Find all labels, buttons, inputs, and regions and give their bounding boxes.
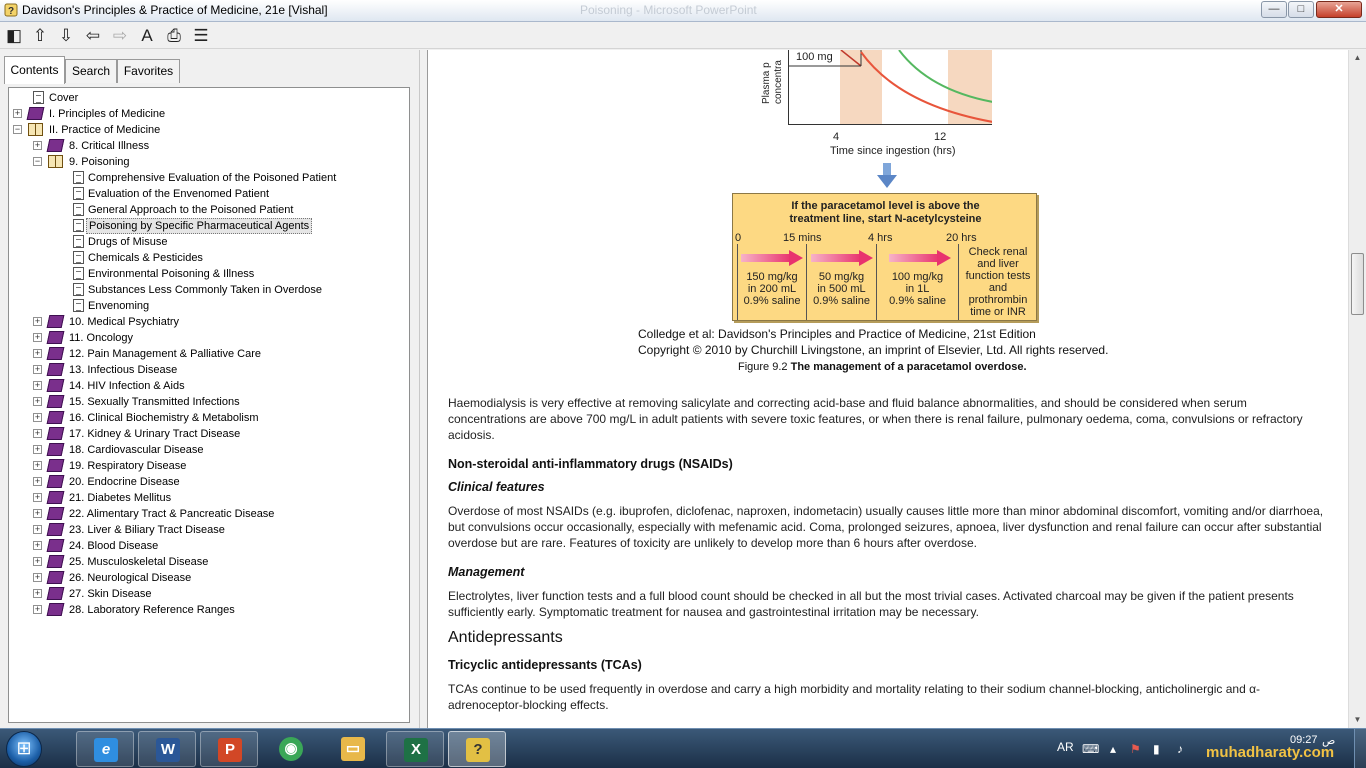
- tree-item[interactable]: [9, 106, 409, 122]
- tree-item-label: Poisoning by Specific Pharmaceutical Agents: [86, 218, 312, 234]
- tab-contents[interactable]: Contents: [4, 56, 65, 84]
- taskbar-app-explorer[interactable]: [324, 731, 382, 767]
- tree-item[interactable]: [9, 394, 409, 410]
- treatment-title-line2: treatment line, start N-acetylcysteine: [789, 213, 982, 225]
- figure-number: Figure 9.2: [738, 361, 788, 373]
- folder-icon: ▭: [341, 737, 365, 761]
- tree-item-label: 13. Infectious Disease: [69, 364, 178, 376]
- collapse-icon[interactable]: −: [14, 124, 21, 134]
- up-icon[interactable]: ⇧: [32, 26, 48, 45]
- tree-item-label: 15. Sexually Transmitted Infections: [69, 396, 240, 408]
- book-icon: [47, 459, 65, 472]
- page-icon: [73, 283, 84, 296]
- background-window-title: Poisoning - Microsoft PowerPoint: [580, 3, 757, 17]
- clock-ampm: ص: [1322, 735, 1336, 747]
- heading-management: Management: [448, 565, 525, 579]
- tree-item-label: 28. Laboratory Reference Ranges: [69, 604, 235, 616]
- windows-logo-icon: ⊞: [16, 738, 32, 758]
- document-view: [428, 50, 1348, 728]
- dose-step-1-line3: 0.9% saline: [743, 295, 801, 307]
- tree-item[interactable]: [9, 474, 409, 490]
- tree-item[interactable]: [9, 538, 409, 554]
- page-icon: [73, 187, 84, 200]
- tree-item-label: Substances Less Commonly Taken in Overdose: [88, 284, 322, 296]
- book-icon: [47, 523, 65, 536]
- tree-item[interactable]: [9, 170, 409, 186]
- down-arrow-icon: [877, 163, 897, 189]
- tree-item[interactable]: [9, 186, 409, 202]
- plot-ylabel-line1: Plasma p: [761, 62, 772, 104]
- time-20-hrs: 20 hrs: [946, 232, 977, 244]
- tree-item-label: 22. Alimentary Tract & Pancreatic Disease: [69, 508, 275, 520]
- heading-nsaids: Non-steroidal anti-inflammatory drugs (NSAIDs): [448, 457, 733, 471]
- tree-item-label: 27. Skin Disease: [69, 588, 152, 600]
- tree-item[interactable]: [9, 570, 409, 586]
- treatment-title: [733, 200, 1038, 226]
- expand-icon[interactable]: +: [34, 540, 41, 550]
- page-icon: [73, 235, 84, 248]
- infusion-arrow-icon: [889, 250, 951, 266]
- tab-favorites[interactable]: Favorites: [117, 59, 180, 83]
- book-icon: [27, 107, 45, 120]
- word-icon: W: [156, 738, 180, 762]
- show-desktop-button[interactable]: [1354, 729, 1366, 768]
- expand-icon[interactable]: +: [34, 316, 41, 326]
- dose-step-2-line1: 50 mg/kg: [818, 271, 865, 283]
- expand-icon[interactable]: +: [34, 460, 41, 470]
- book-icon: [47, 395, 65, 408]
- treatment-box: [732, 193, 1037, 321]
- powerpoint-icon: P: [218, 738, 242, 762]
- book-icon: [47, 315, 65, 328]
- tree-item-label: 11. Oncology: [69, 332, 134, 344]
- final-check-step: [959, 246, 1037, 318]
- taskbar-app-excel[interactable]: [386, 731, 444, 767]
- figure-title: The management of a paracetamol overdose.: [790, 361, 1027, 373]
- expand-icon[interactable]: +: [34, 572, 41, 582]
- expand-icon[interactable]: +: [34, 604, 41, 614]
- time-4-hrs: 4 hrs: [868, 232, 893, 244]
- page-icon: [73, 299, 84, 312]
- final-check-line3: function tests: [965, 270, 1031, 282]
- book-icon: [47, 507, 65, 520]
- tree-item[interactable]: [9, 122, 409, 138]
- tree-item[interactable]: [9, 378, 409, 394]
- dose-step-2-line2: in 500 mL: [817, 283, 866, 295]
- plot-xlabel: Time since ingestion (hrs): [830, 145, 956, 157]
- tree-item[interactable]: [9, 426, 409, 442]
- clock-time[interactable]: 09:27: [1290, 734, 1318, 746]
- tree-item[interactable]: [9, 586, 409, 602]
- dose-step-1-line1: 150 mg/kg: [746, 271, 798, 283]
- heading-antidepressants: Antidepressants: [448, 629, 563, 646]
- tree-item-label: 20. Endocrine Disease: [69, 476, 180, 488]
- tree-item[interactable]: [9, 314, 409, 330]
- tree-item-label: 21. Diabetes Mellitus: [69, 492, 172, 504]
- book-icon: [47, 363, 65, 376]
- tree-item-label: 12. Pain Management & Palliative Care: [69, 348, 261, 360]
- x-tick-4: 4: [833, 131, 840, 143]
- volume-icon[interactable]: ♪: [1177, 742, 1183, 756]
- infusion-arrow-icon: [811, 250, 873, 266]
- tree-item[interactable]: [9, 202, 409, 218]
- tree-item-label: 18. Cardiovascular Disease: [69, 444, 204, 456]
- heading-clinical-features: Clinical features: [448, 480, 545, 494]
- power-icon[interactable]: ▮: [1153, 742, 1160, 756]
- tree-item[interactable]: [9, 282, 409, 298]
- expand-icon[interactable]: +: [34, 556, 41, 566]
- expand-icon[interactable]: +: [34, 588, 41, 598]
- dose-step-3-line2: in 1L: [905, 283, 930, 295]
- tab-search[interactable]: Search: [65, 59, 117, 83]
- dose-step-2: [808, 271, 875, 307]
- book-icon: [47, 587, 65, 600]
- expand-icon[interactable]: +: [34, 508, 41, 518]
- tree-item[interactable]: [9, 490, 409, 506]
- expand-icon[interactable]: +: [34, 412, 41, 422]
- toolbar: [0, 22, 1366, 49]
- chrome-icon: ◉: [279, 737, 303, 761]
- timeline-divider: [737, 244, 738, 320]
- tree-item-label: 26. Neurological Disease: [69, 572, 192, 584]
- figure-credit-line2: Copyright © 2010 by Churchill Livingstone, an imprint of Elsevier, Ltd. All rights reserved.: [638, 343, 1109, 357]
- taskbar-app-powerpoint[interactable]: [200, 731, 258, 767]
- start-button[interactable]: [6, 731, 42, 767]
- tree-item[interactable]: [9, 266, 409, 282]
- tree-item[interactable]: [9, 330, 409, 346]
- tree-item[interactable]: [9, 458, 409, 474]
- tree-item[interactable]: [9, 138, 409, 154]
- taskbar-app-ie[interactable]: [76, 731, 134, 767]
- tree-item-label: 14. HIV Infection & Aids: [69, 380, 185, 392]
- paragraph-tcas: TCAs continue to be used frequently in overdose and carry a high morbidity and mortality relating to their sodium channel-blocking, anticholinergic and α-adrenoceptor-blocking effects.: [448, 682, 1261, 712]
- tree-item-label: 24. Blood Disease: [69, 540, 159, 552]
- tree-item-label: 17. Kidney & Urinary Tract Disease: [69, 428, 241, 440]
- down-icon[interactable]: ⇩: [58, 26, 74, 45]
- expand-icon[interactable]: +: [34, 428, 41, 438]
- time-0: 0: [735, 232, 742, 244]
- tree-item[interactable]: [9, 90, 409, 106]
- help-icon: ?: [466, 738, 490, 762]
- paragraph-management: Electrolytes, liver function tests and a full blood count should be checked in all but the most trivial cases. Activated charcoal may be given if the patient presents sufficiently early. Symptomatic treatment for nausea and gastrointestinal irritation may be necessary.: [448, 589, 1294, 619]
- action-center-icon[interactable]: ⚑: [1130, 742, 1141, 756]
- tree-item-label: 25. Musculoskeletal Disease: [69, 556, 209, 568]
- tree-item-label: 19. Respiratory Disease: [69, 460, 187, 472]
- book-icon: [47, 139, 65, 152]
- content-pane: [427, 50, 1366, 728]
- expand-icon[interactable]: +: [34, 476, 41, 486]
- infusion-arrow-icon: [741, 250, 803, 266]
- book-icon: [47, 443, 65, 456]
- figure-credit-line1: Colledge et al: Davidson's Principles and Practice of Medicine, 21st Edition: [638, 327, 1036, 341]
- final-check-line2: and liver: [977, 258, 1019, 270]
- figure-caption: [738, 361, 1027, 373]
- open-book-icon: [28, 123, 43, 136]
- book-icon: [47, 491, 65, 504]
- book-icon: [47, 331, 65, 344]
- tree-item[interactable]: [9, 346, 409, 362]
- dose-step-1-line2: in 200 mL: [747, 283, 797, 295]
- page-icon: [73, 203, 84, 216]
- tree-item[interactable]: [9, 602, 409, 618]
- tree-item-label: General Approach to the Poisoned Patient: [88, 204, 294, 216]
- page-icon: [73, 267, 84, 280]
- expand-icon[interactable]: +: [34, 444, 41, 454]
- back-icon[interactable]: ⇦: [85, 26, 101, 45]
- tree-item-label: Envenoming: [88, 300, 150, 312]
- expand-icon[interactable]: +: [34, 348, 41, 358]
- expand-icon[interactable]: +: [34, 380, 41, 390]
- tree-item-label: 16. Clinical Biochemistry & Metabolism: [69, 412, 259, 424]
- tree-item[interactable]: [9, 298, 409, 314]
- tree-item[interactable]: [9, 506, 409, 522]
- page-icon: [73, 219, 84, 232]
- scroll-down-icon[interactable]: ▼: [1353, 715, 1362, 724]
- page-icon: [73, 171, 84, 184]
- tree-item-label: II. Practice of Medicine: [49, 124, 161, 136]
- scroll-up-icon[interactable]: ▲: [1353, 53, 1362, 62]
- dose-step-3-line3: 0.9% saline: [889, 295, 946, 307]
- tree-item[interactable]: [9, 234, 409, 250]
- navigation-pane: [0, 50, 420, 728]
- paragraph-haemodialysis: Haemodialysis is very effective at removing salicylate and correcting acid-base and fluid balance abnormalities, and should be considered when serum concentrations are above 700 mg/L in adult patients with severe toxic features, or when there is renal failure, pulmonary oedema, coma, convulsions or refractory acidosis.: [448, 396, 1303, 442]
- timeline-divider: [876, 244, 877, 320]
- tree-item-label: Environmental Poisoning & Illness: [88, 268, 255, 280]
- font-icon[interactable]: A: [141, 26, 153, 45]
- taskbar-app-help[interactable]: [448, 731, 506, 767]
- maximize-button[interactable]: □: [1288, 1, 1314, 18]
- help-app-icon: [4, 3, 18, 17]
- title-bar: [0, 0, 1366, 22]
- excel-icon: X: [404, 738, 428, 762]
- book-icon: [47, 347, 65, 360]
- collapse-icon[interactable]: −: [34, 156, 41, 166]
- expand-icon[interactable]: +: [34, 524, 41, 534]
- book-icon: [47, 427, 65, 440]
- tree-item-label: 8. Critical Illness: [69, 140, 150, 152]
- tree-item-label: Chemicals & Pesticides: [88, 252, 203, 264]
- hide-icon[interactable]: ◧: [5, 26, 23, 45]
- final-check-line4: and: [988, 282, 1008, 294]
- language-indicator[interactable]: AR: [1057, 740, 1074, 754]
- time-15-mins: 15 mins: [783, 232, 822, 244]
- final-check-line6: time or INR: [970, 306, 1026, 318]
- tree-item-label: I. Principles of Medicine: [49, 108, 166, 120]
- book-icon: [47, 539, 65, 552]
- options-icon[interactable]: ☰: [193, 26, 209, 45]
- minimize-button[interactable]: —: [1261, 1, 1287, 18]
- taskbar-app-word[interactable]: [138, 731, 196, 767]
- x-tick-12: 12: [934, 131, 947, 143]
- expand-icon[interactable]: +: [34, 140, 41, 150]
- expand-icon[interactable]: +: [14, 108, 21, 118]
- dose-step-3-line1: 100 mg/kg: [891, 271, 944, 283]
- book-icon: [47, 411, 65, 424]
- tree-item-label: Drugs of Misuse: [88, 236, 168, 248]
- tree-item-label: 23. Liver & Biliary Tract Disease: [69, 524, 225, 536]
- taskbar: [0, 728, 1366, 768]
- tree-item-label: Comprehensive Evaluation of the Poisoned Patient: [88, 172, 337, 184]
- timeline-divider: [806, 244, 807, 320]
- dose-label: 100 mg: [796, 51, 833, 63]
- vertical-scrollbar[interactable]: [1348, 50, 1366, 728]
- heading-tcas: Tricyclic antidepressants (TCAs): [448, 658, 642, 672]
- tree-item[interactable]: [9, 410, 409, 426]
- show-hidden-icons-icon[interactable]: ▴: [1110, 742, 1117, 756]
- expand-icon[interactable]: +: [34, 396, 41, 406]
- dose-step-2-line3: 0.9% saline: [813, 295, 870, 307]
- tree-item-label: 10. Medical Psychiatry: [69, 316, 180, 328]
- final-check-line1: Check renal: [968, 246, 1028, 258]
- close-button[interactable]: ✕: [1316, 1, 1362, 18]
- expand-icon[interactable]: +: [34, 364, 41, 374]
- plot-ylabel-line2: concentra: [773, 60, 784, 104]
- treatment-title-line1: If the paracetamol level is above the: [791, 200, 980, 212]
- dose-step-1: [739, 271, 805, 307]
- print-icon[interactable]: ⎙: [167, 26, 181, 45]
- scroll-thumb[interactable]: [1351, 253, 1364, 315]
- tree-item[interactable]: [9, 250, 409, 266]
- keyboard-icon[interactable]: ⌨: [1082, 742, 1100, 756]
- paragraph-clinical-features: Overdose of most NSAIDs (e.g. ibuprofen, diclofenac, naproxen, indometacin) usually causes little more than minor abdominal discomfort, vomiting and/or diarrhoea, but convulsions occur occasionally, especially with mefenamic acid. Coma, prolonged seizures, apnoea, liver dysfunction and renal failure can occur after substantial overdose but are rare. Features of toxicity are unlikely to develop more than 6 hours after overdose.: [448, 504, 1324, 550]
- book-icon: [47, 379, 65, 392]
- final-check-line5: prothrombin: [968, 294, 1028, 306]
- tree-item-label: Evaluation of the Envenomed Patient: [88, 188, 270, 200]
- contents-tree: [8, 87, 410, 723]
- expand-icon[interactable]: +: [34, 332, 41, 342]
- internet-explorer-icon: e: [94, 738, 118, 762]
- tree-item[interactable]: [9, 362, 409, 378]
- forward-icon[interactable]: ⇨: [112, 26, 128, 45]
- watermark: muhadharaty.com: [1206, 744, 1335, 761]
- page-icon: [73, 251, 84, 264]
- tree-item-label: 9. Poisoning: [69, 156, 130, 168]
- svg-text:?: ?: [8, 6, 15, 17]
- open-book-icon: [48, 155, 63, 168]
- tree-item-label: Cover: [49, 92, 79, 104]
- book-icon: [47, 603, 65, 616]
- dose-step-3: [878, 271, 957, 307]
- tree-item[interactable]: [9, 554, 409, 570]
- window-title: Davidson's Principles & Practice of Medicine, 21e [Vishal]: [22, 3, 328, 17]
- expand-icon[interactable]: +: [34, 492, 41, 502]
- book-icon: [47, 555, 65, 568]
- book-icon: [47, 571, 65, 584]
- book-icon: [47, 475, 65, 488]
- page-icon: [33, 91, 44, 104]
- tree-item[interactable]: [9, 522, 409, 538]
- tree-item[interactable]: [9, 442, 409, 458]
- taskbar-app-chrome[interactable]: [262, 731, 320, 767]
- tree-item[interactable]: [9, 154, 409, 170]
- tree-item[interactable]: [9, 218, 409, 234]
